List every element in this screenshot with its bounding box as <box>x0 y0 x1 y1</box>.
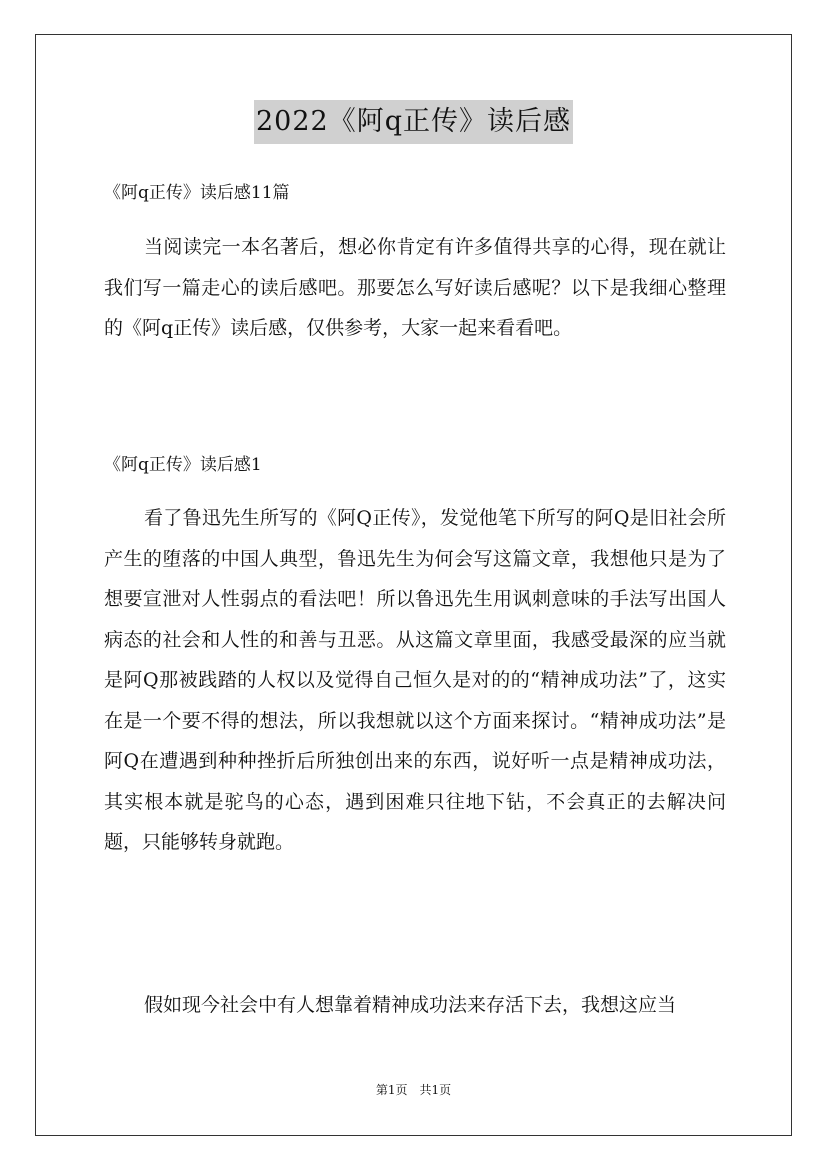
body-paragraph-2: 假如现今社会中有人想靠着精神成功法来存活下去，我想这应当 <box>144 994 677 1016</box>
document-title-wrapper <box>0 100 827 144</box>
body-paragraph-1: 看了鲁迅先生所写的《阿Q正传》，发觉他笔下所写的阿Q是旧社会所产生的堕落的中国人典型，鲁迅先生为何会写这篇文章，我想他只是为了想要宣泄对人性弱点的看法吧！所以鲁迅先生用讽刺意味的手法写出国人病态的社会和人性的和善与丑恶。从这篇文章里面，我感受最深的应当就是阿Q那被践踏的人权以及觉得自己恒久是对的的“精神成功法”了，这实在是一个要不得的想法，所以我想就以这个方面来探讨。“精神成功法”是阿Q在遭遇到种种挫折后所独创出来的东西，说好听一点是精神成功法，其实根本就是驼鸟的心态，遇到困难只往地下钻，不会真正的去解决问题，只能够转身就跑。 <box>104 507 726 853</box>
page-footer: 第1页 共1页 <box>375 1083 452 1097</box>
section-heading: 《阿q正传》读后感1 <box>104 455 262 475</box>
intro-paragraph: 当阅读完一本名著后，想必你肯定有许多值得共享的心得，现在就让我们写一篇走心的读后感吧。那要怎么写好读后感呢？以下是我细心整理的《阿q正传》读后感，仅供参考，大家一起来看看吧。 <box>104 236 726 339</box>
document-subtitle: 《阿q正传》读后感11篇 <box>104 183 290 203</box>
document-title: 2022《阿q正传》读后感 <box>254 100 573 144</box>
